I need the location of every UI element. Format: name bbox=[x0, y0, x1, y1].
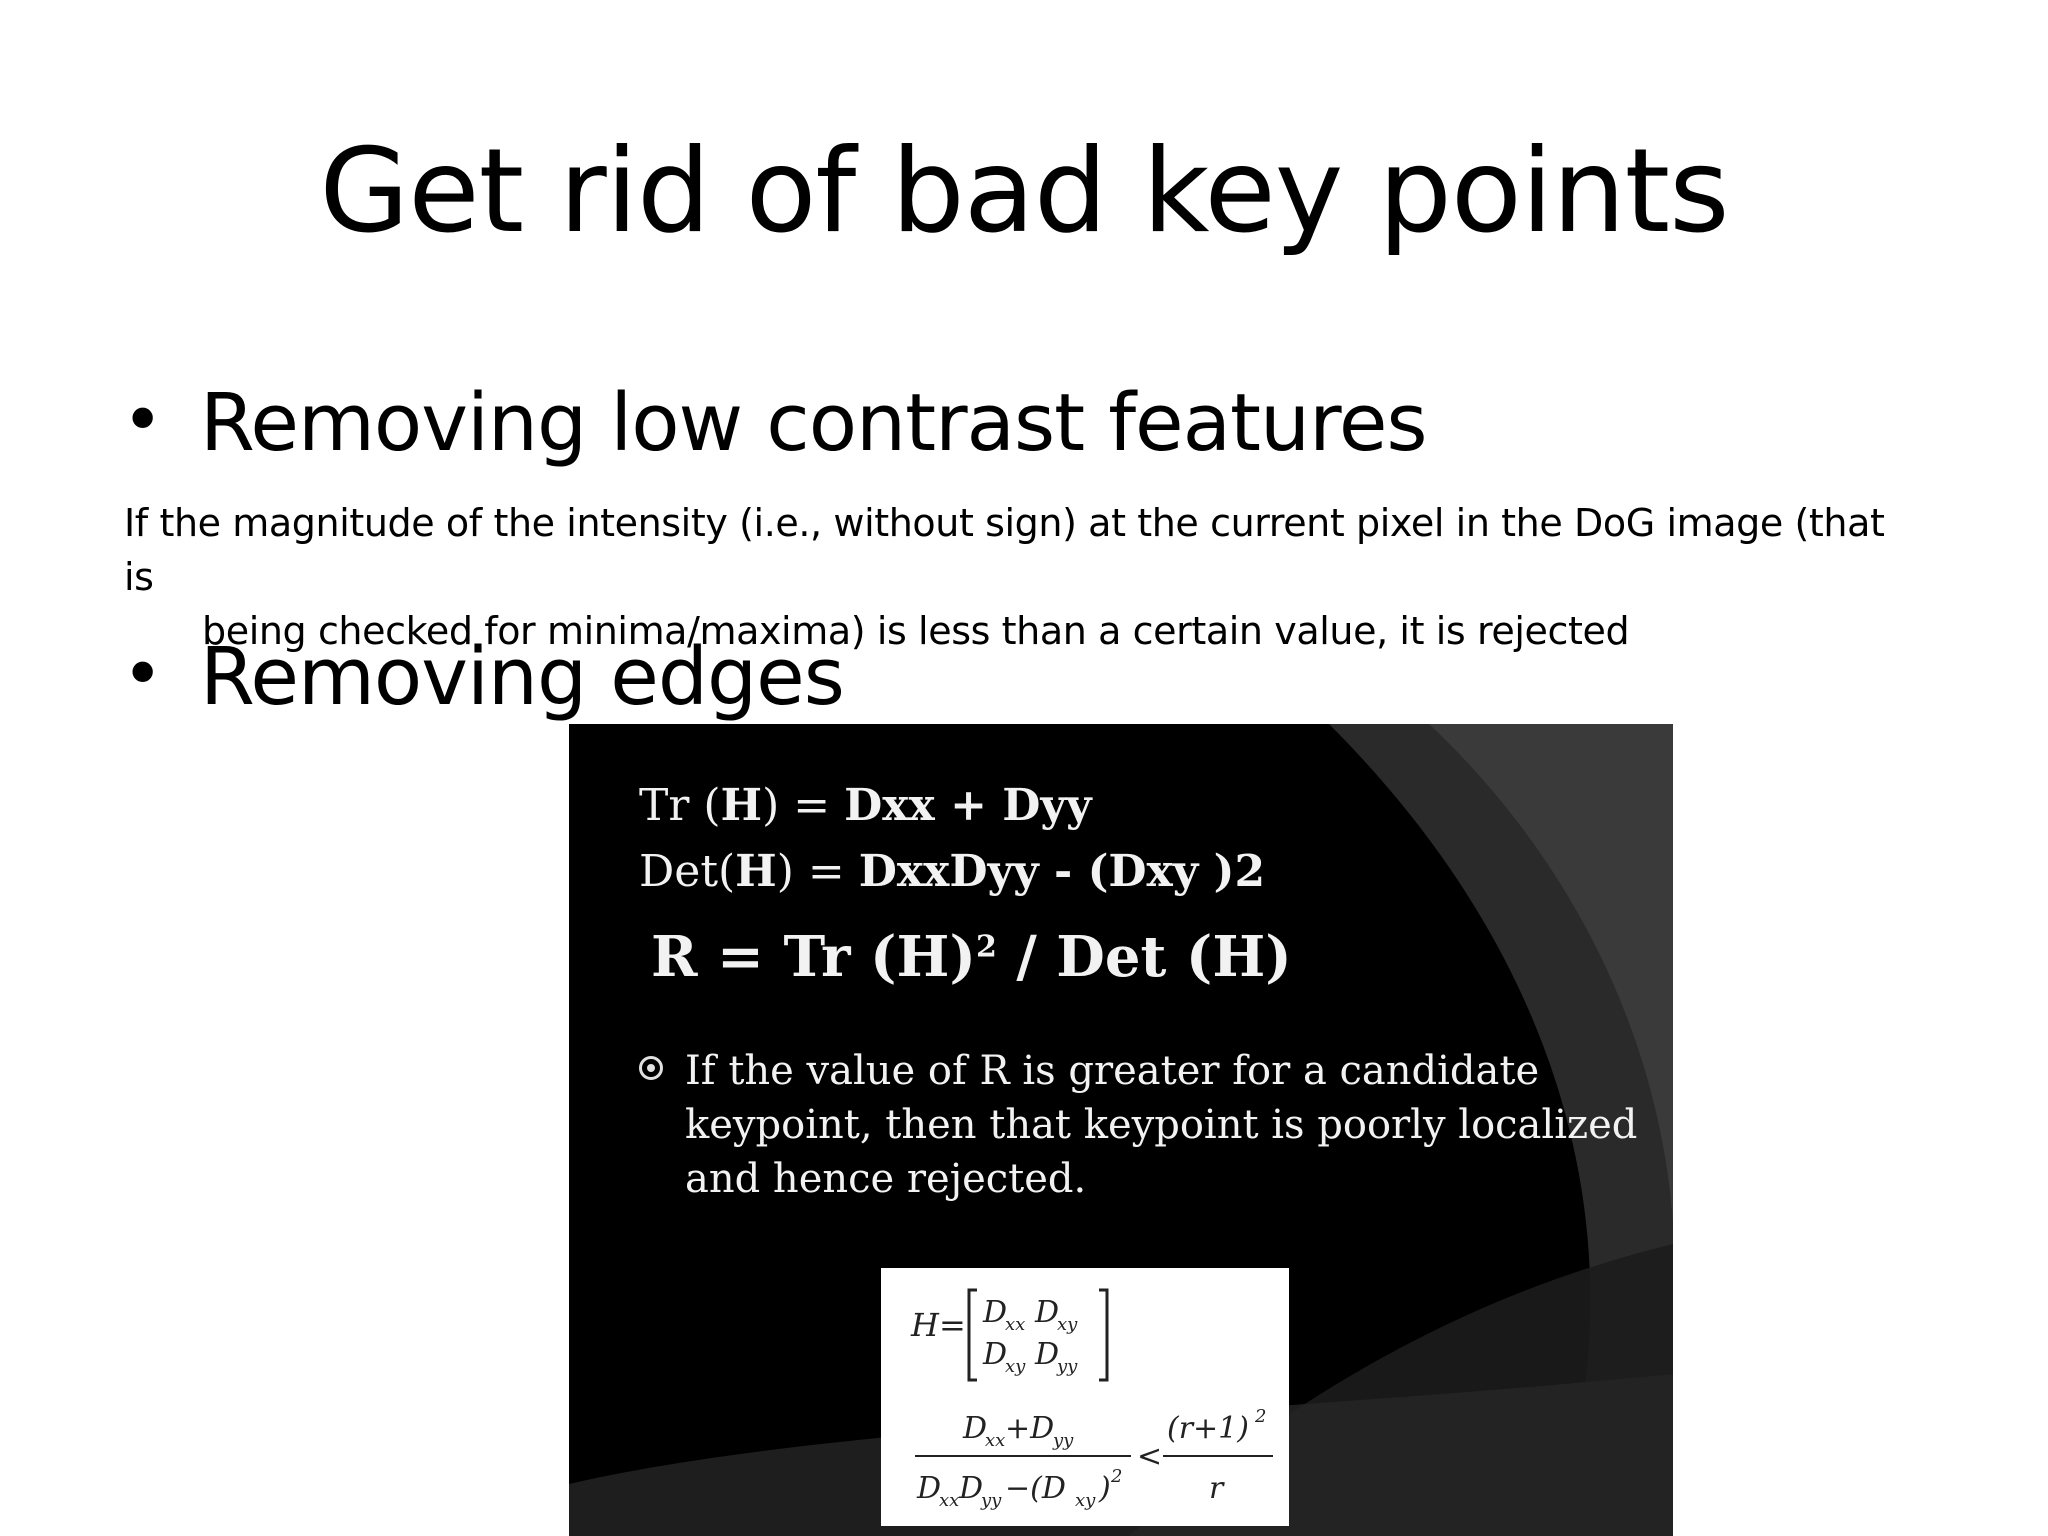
frac-num-sub2: yy bbox=[1053, 1430, 1074, 1451]
det-rhs: DxxDyy - (Dxy )2 bbox=[858, 846, 1266, 897]
matrix-d11-sub: xx bbox=[1005, 1314, 1026, 1335]
matrix-label: H bbox=[911, 1306, 939, 1344]
trace-h: H bbox=[720, 780, 763, 831]
frac-den-sub2: yy bbox=[981, 1490, 1002, 1511]
matrix-d22-sub: yy bbox=[1057, 1356, 1078, 1377]
frac-den-sup: 2 bbox=[1111, 1466, 1123, 1487]
ratio-lhs: R = Tr (H) bbox=[651, 924, 976, 990]
matrix-d21-sub: xy bbox=[1005, 1356, 1026, 1377]
det-prefix: Det( bbox=[639, 846, 736, 897]
det-suffix: ) = bbox=[776, 846, 859, 897]
rhs-numerator: (r+1) bbox=[1167, 1411, 1249, 1446]
bullet-dot: • bbox=[122, 633, 163, 715]
description-line-2: being checked for minima/maxima) is less than a certain value, it is rejected bbox=[202, 609, 1630, 653]
frac-num-sub1: xx bbox=[985, 1430, 1006, 1451]
frac-den-d1: D bbox=[917, 1471, 942, 1506]
frac-den-close: ) bbox=[1099, 1471, 1111, 1506]
equals-sign: = bbox=[939, 1306, 966, 1344]
frac-num-plus: +D bbox=[1005, 1411, 1055, 1446]
rejection-rule-text: If the value of R is greater for a candidate keypoint, then that keypoint is poorly localized and hence rejected. bbox=[685, 1048, 1638, 1202]
rhs-numerator-sup: 2 bbox=[1255, 1406, 1267, 1427]
determinant-equation bbox=[639, 846, 1265, 897]
bullet-low-contrast-label: Removing low contrast features bbox=[200, 377, 1427, 469]
left-bracket bbox=[969, 1290, 977, 1380]
ratio-equation bbox=[651, 924, 1292, 990]
det-h: H bbox=[735, 846, 777, 897]
matrix-d12-sub: xy bbox=[1057, 1314, 1078, 1335]
edge-removal-figure bbox=[569, 724, 1673, 1536]
ratio-sup: 2 bbox=[975, 929, 997, 965]
trace-rhs: Dxx + Dyy bbox=[844, 780, 1092, 831]
matrix-d12: D bbox=[1035, 1295, 1060, 1330]
right-bracket bbox=[1099, 1290, 1107, 1380]
rhs-denominator: r bbox=[1209, 1471, 1224, 1506]
less-than-sign: < bbox=[1137, 1439, 1163, 1474]
bullet-low-contrast bbox=[122, 377, 1427, 469]
ratio-rhs: / Det (H) bbox=[996, 924, 1292, 990]
hessian-formula-box bbox=[881, 1268, 1289, 1526]
trace-prefix: Tr ( bbox=[639, 780, 721, 831]
matrix-d22: D bbox=[1035, 1337, 1060, 1372]
matrix-d11: D bbox=[983, 1295, 1008, 1330]
bullet-removing-edges bbox=[122, 631, 844, 723]
frac-den-sub3: xy bbox=[1075, 1490, 1096, 1511]
rejection-rule bbox=[639, 1044, 1659, 1206]
hessian-formula bbox=[881, 1268, 1289, 1526]
trace-suffix: ) = bbox=[762, 780, 845, 831]
bullet-removing-edges-label: Removing edges bbox=[200, 631, 844, 723]
bullet-dot: • bbox=[122, 379, 163, 461]
slide-title: Get rid of bad key points bbox=[319, 124, 1729, 259]
circle-bullet-icon bbox=[639, 1056, 663, 1080]
matrix-d21: D bbox=[983, 1337, 1008, 1372]
frac-num-d1: D bbox=[963, 1411, 988, 1446]
frac-den-d2: D bbox=[959, 1471, 984, 1506]
frac-den-minus: −(D bbox=[1005, 1471, 1066, 1506]
description-line-1: If the magnitude of the intensity (i.e., without sign) at the current pixel in the DoG image (that is bbox=[124, 501, 1885, 599]
trace-equation bbox=[639, 780, 1092, 831]
frac-den-sub1: xx bbox=[939, 1490, 960, 1511]
